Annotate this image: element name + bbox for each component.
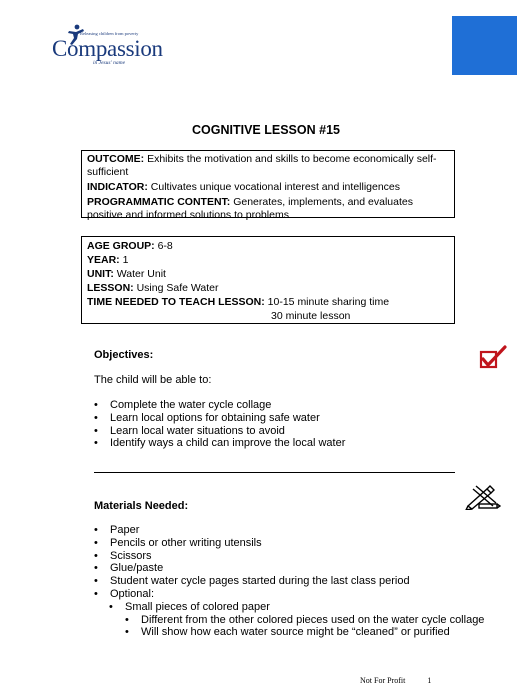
section-divider [94, 472, 455, 473]
list-item: • Scissors [94, 550, 484, 563]
list-item: • Different from the other colored pieces used on the water cycle collage [94, 614, 484, 627]
age-group-label: AGE GROUP: [87, 240, 155, 252]
indicator-line [87, 181, 449, 194]
outcome-line [87, 153, 449, 179]
blue-accent-block [452, 16, 517, 75]
lesson-value: Using Safe Water [133, 282, 219, 294]
logo-subtitle: in Jesus' name [93, 60, 126, 66]
outcome-box [81, 150, 455, 221]
list-item: • Pencils or other writing utensils [94, 537, 484, 550]
checkbox-check-icon [478, 345, 508, 371]
materials-list [94, 524, 484, 639]
time-line [87, 295, 449, 309]
list-item: • Small pieces of colored paper [94, 601, 484, 614]
pencils-icon [465, 484, 501, 510]
list-item: • Glue/paste [94, 562, 484, 575]
year-label: YEAR: [87, 254, 120, 266]
outcome-label: OUTCOME: [87, 153, 145, 165]
page-footer [360, 676, 431, 685]
objectives-list [94, 399, 345, 450]
programmatic-label: PROGRAMMATIC CONTENT: [87, 196, 231, 208]
year-value: 1 [119, 254, 129, 266]
unit-line [87, 267, 449, 281]
programmatic-line [87, 196, 449, 222]
outcome-text: Exhibits the motivation and skills to become economically self-sufficient [87, 153, 437, 178]
unit-value: Water Unit [113, 268, 166, 280]
unit-label: UNIT: [87, 268, 114, 280]
lesson-label: LESSON: [87, 282, 134, 294]
age-group-line [87, 239, 449, 253]
list-item: • Optional: [94, 588, 484, 601]
list-item: • Student water cycle pages started during the last class period [94, 575, 484, 588]
list-item: • Identify ways a child can improve the local water [94, 437, 345, 450]
logo-brand: Compassion [52, 36, 163, 61]
materials-heading: Materials Needed: [94, 500, 189, 512]
page-number: 1 [427, 676, 432, 685]
indicator-text: Cultivates unique vocational interest and intelligences [147, 181, 401, 193]
indicator-label: INDICATOR: [87, 181, 148, 193]
objectives-heading: Objectives: [94, 349, 154, 361]
compassion-logo [52, 24, 162, 68]
time-value-2: 30 minute lesson [271, 310, 351, 322]
age-group-value: 6-8 [154, 240, 173, 252]
time-label: TIME NEEDED TO TEACH LESSON: [87, 296, 265, 308]
time-line-2 [87, 309, 449, 323]
objectives-intro: The child will be able to: [94, 374, 212, 386]
logo-tagline: Releasing children from poverty [80, 31, 139, 36]
list-item: • Learn local water situations to avoid [94, 425, 345, 438]
programmatic-text: Generates, implements, and evaluates positive and informed solutions to problems [87, 196, 413, 221]
list-item: • Will show how each water source might be “cleaned” or purified [94, 626, 484, 639]
list-item: • Complete the water cycle collage [94, 399, 345, 412]
list-item: • Paper [94, 524, 484, 537]
footer-label: Not For Profit [360, 676, 406, 685]
year-line [87, 253, 449, 267]
time-value-1: 10-15 minute sharing time [264, 296, 390, 308]
lesson-line [87, 281, 449, 295]
lesson-info-box [81, 236, 455, 324]
page-title: COGNITIVE LESSON #15 [192, 123, 340, 137]
list-item: • Learn local options for obtaining safe water [94, 412, 345, 425]
